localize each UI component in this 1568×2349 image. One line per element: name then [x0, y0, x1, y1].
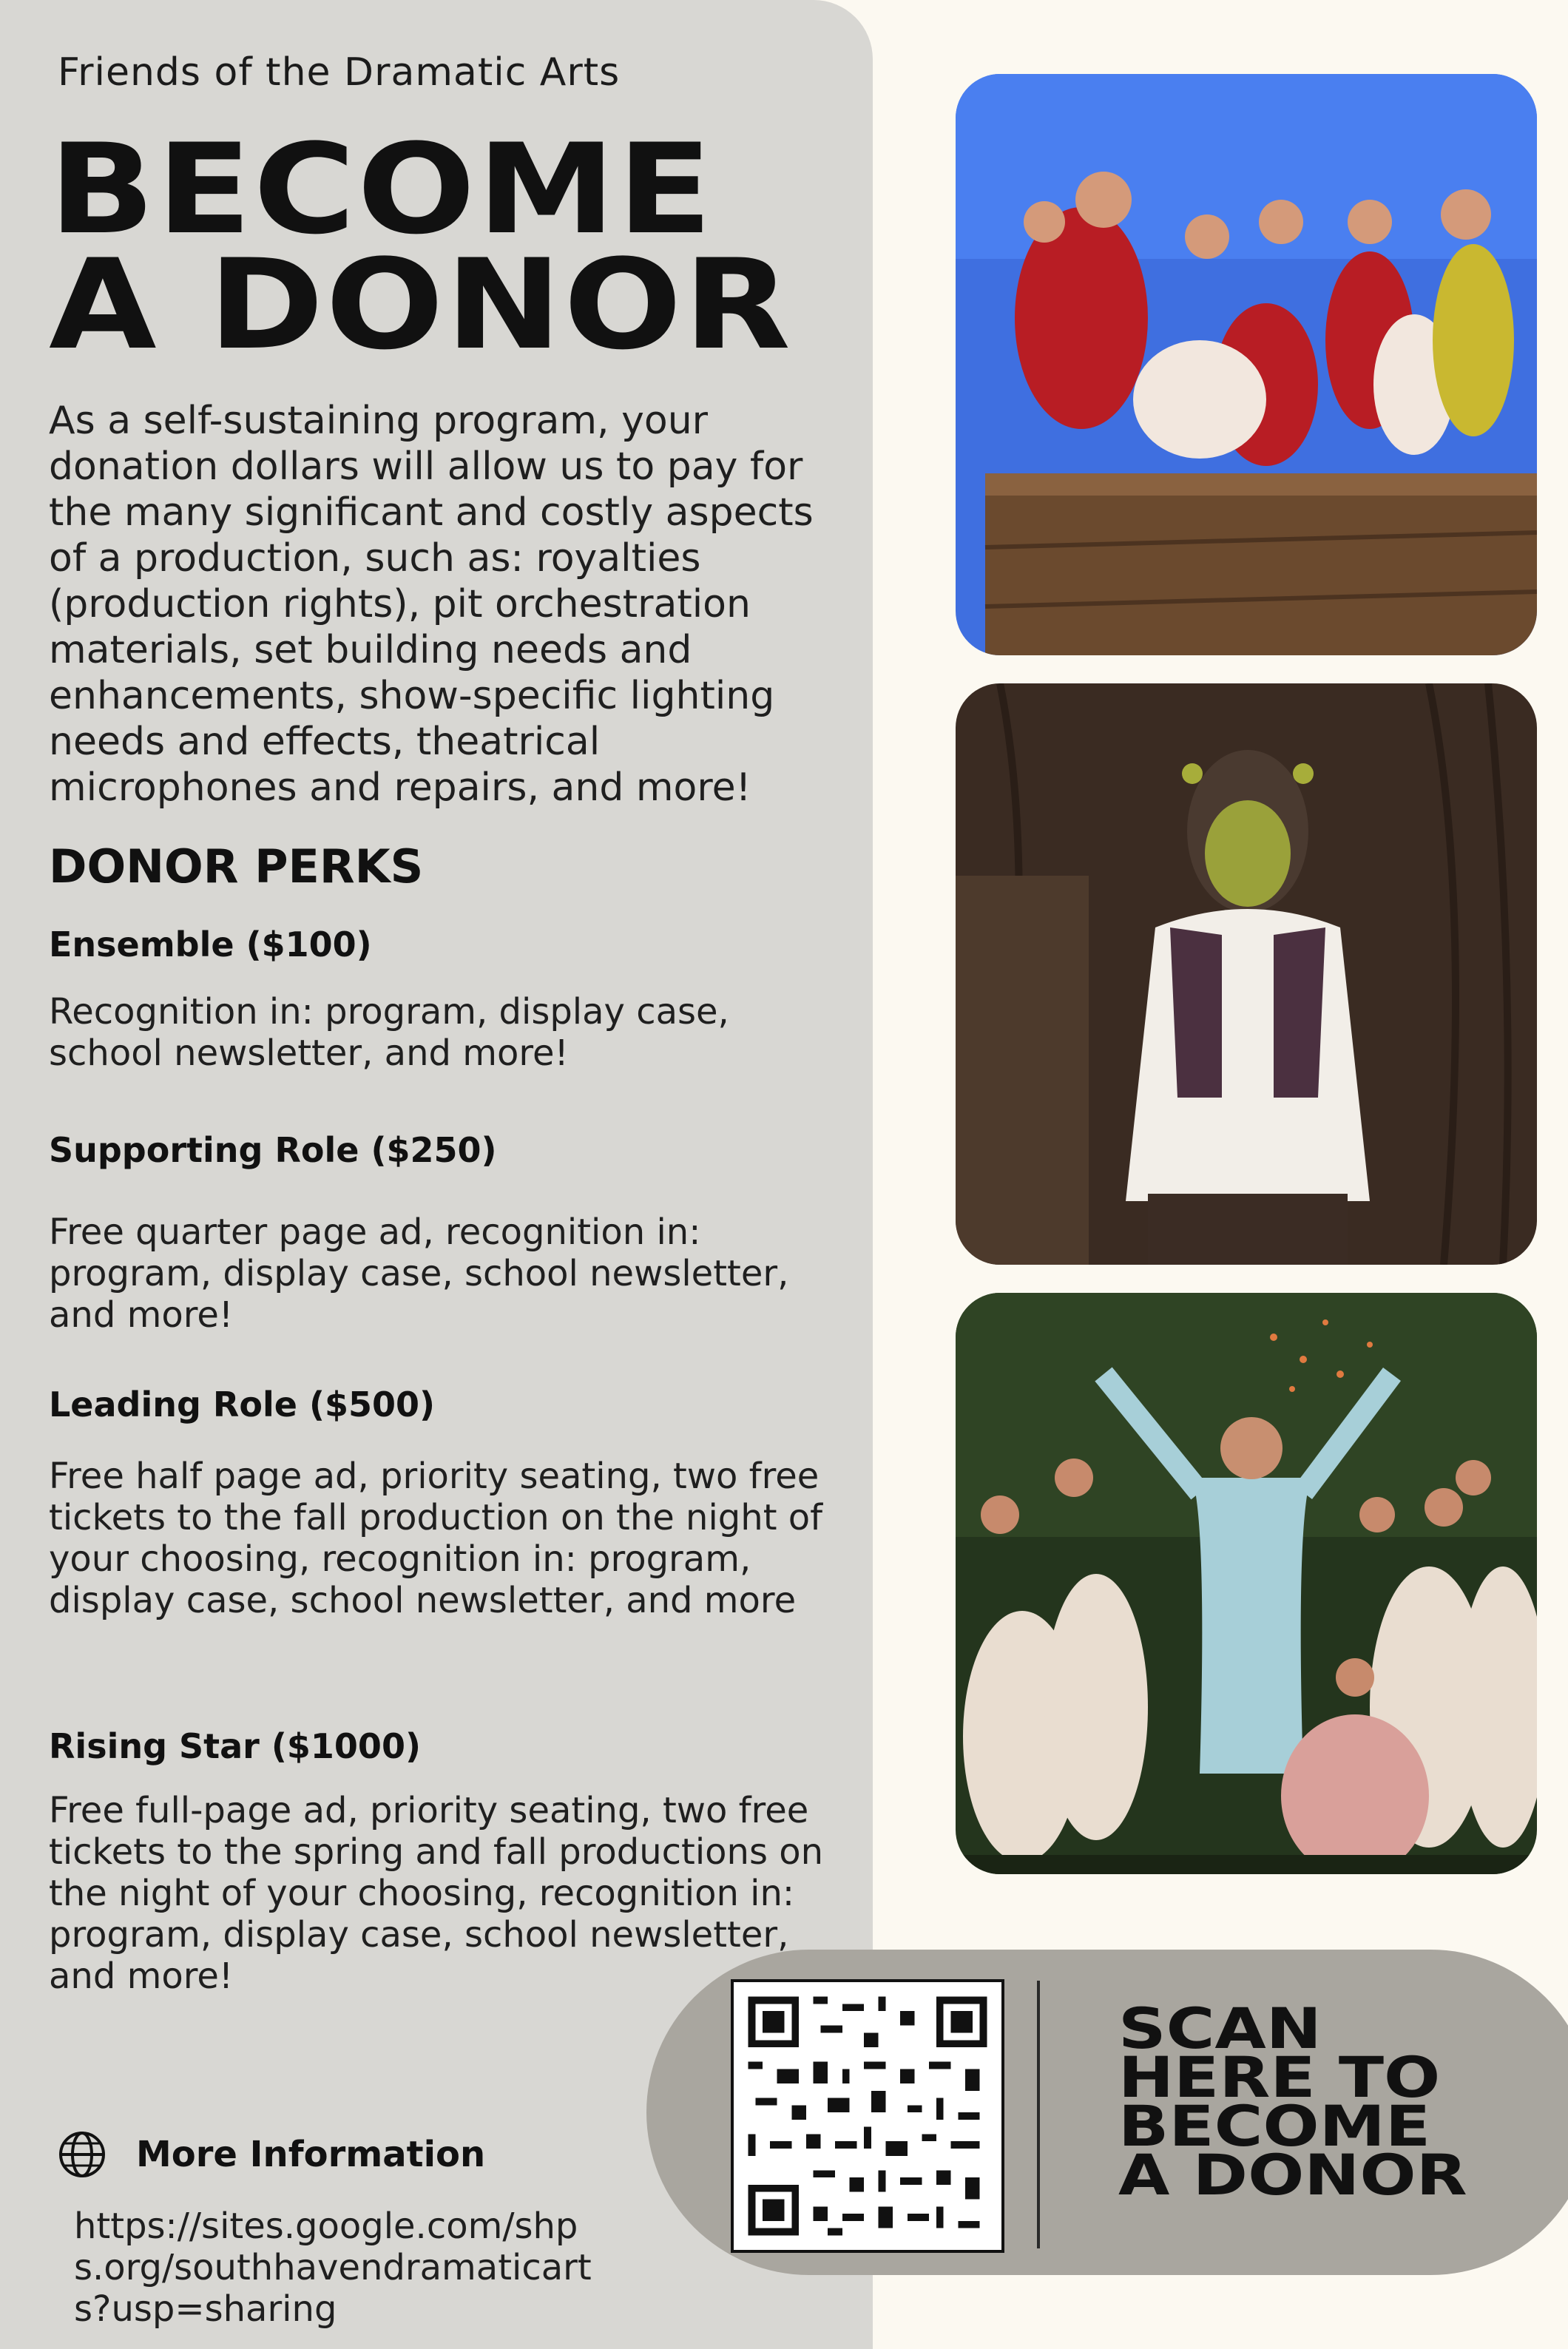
globe-icon	[58, 2130, 107, 2179]
headline-line-1: BECOME	[49, 117, 714, 262]
tier-name-leading: Leading Role ($500)	[49, 1385, 436, 1424]
cta-divider	[1037, 1981, 1040, 2248]
tier-desc-ensemble: Recognition in: program, display case, school newsletter, and more!	[49, 991, 729, 1074]
more-info-label: More Information	[136, 2134, 486, 2175]
cta-text: SCAN HERE TO BECOME A DONOR	[1118, 1995, 1467, 2208]
website-link[interactable]: https://sites.google.com/shps.org/southhavendramaticarts?usp=sharing	[74, 2206, 592, 2330]
celebration-finale-photo	[956, 1293, 1537, 1874]
tier-desc-rising-star: Free full-page ad, priority seating, two free tickets to the spring and fall productions on the night of your choosing, recognition in: program, display case, school newsletter, and more!	[49, 1790, 824, 1997]
perks-heading: DONOR PERKS	[49, 839, 424, 893]
qr-code[interactable]	[731, 1979, 1004, 2253]
ensemble-boat-photo	[956, 74, 1537, 655]
intro-paragraph: As a self-sustaining program, your donation dollars will allow us to pay for the many significant and costly aspects of a production, such as: royalties (production rights), pit orchestration materials, set building needs and enhancements, show-specific lighting needs and effects, theatrical microphones and repairs, and more!	[49, 399, 814, 810]
headline-line-2: A DONOR	[49, 232, 793, 377]
tier-name-ensemble: Ensemble ($100)	[49, 925, 372, 964]
tier-desc-leading: Free half page ad, priority seating, two free tickets to the fall production on the night of your choosing, recognition in: program, display case, school newsletter, and more	[49, 1456, 823, 1621]
tier-name-supporting: Supporting Role ($250)	[49, 1130, 497, 1170]
tier-name-rising-star: Rising Star ($1000)	[49, 1726, 421, 1766]
org-name: Friends of the Dramatic Arts	[58, 50, 621, 95]
tier-desc-supporting: Free quarter page ad, recognition in: program, display case, school newsletter, and more!	[49, 1211, 789, 1336]
more-info-row	[58, 2130, 485, 2179]
ogre-character-photo	[956, 683, 1537, 1265]
headline	[49, 117, 960, 377]
